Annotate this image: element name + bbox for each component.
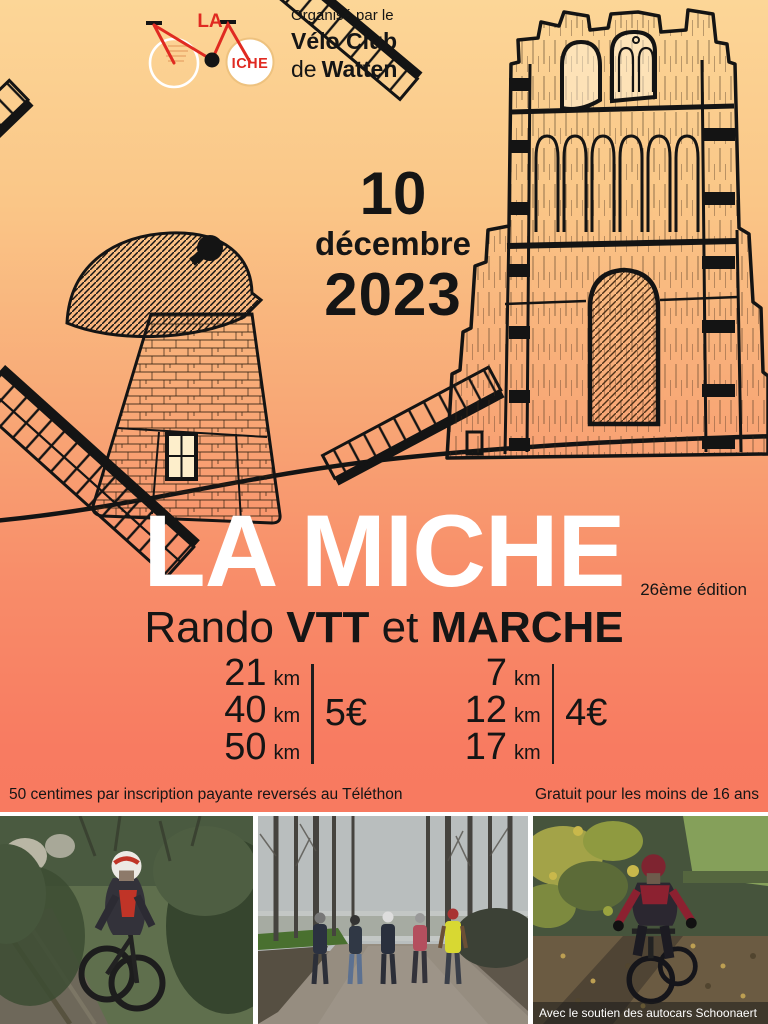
distance-unit: km [514, 742, 541, 764]
logo-word-iche: ICHE [231, 56, 269, 72]
logo-word-la: LA [197, 11, 223, 32]
pricing-vtt-group [213, 652, 367, 769]
velo-club-logo [142, 6, 292, 102]
sponsor-caption: Avec le soutien des autocars Schoonaert [533, 1002, 768, 1024]
organizer-de: de [291, 55, 317, 82]
marche-distances [453, 652, 541, 769]
distance-value: 50 [224, 726, 267, 768]
church-great-arch [590, 270, 658, 424]
pricing-marche-group [453, 652, 608, 769]
organizer-club-name: Vélo Club [291, 27, 398, 54]
event-subtitle [0, 604, 768, 652]
subtitle-et: et [381, 603, 419, 652]
distance-value: 12 [464, 689, 507, 731]
church-upper-window-left [562, 42, 600, 109]
free-under16-note: Gratuit pour les moins de 16 ans [534, 786, 759, 803]
subtitle-marche: MARCHE [430, 603, 624, 652]
notes-row [0, 786, 768, 804]
pricing-section [0, 652, 768, 769]
organizer-intro: Organisé par le [291, 7, 394, 24]
vtt-price: 5€ [324, 692, 367, 734]
windmill-cap [67, 233, 261, 337]
distance-row [453, 726, 541, 769]
windmill-blade-upper-right [0, 80, 34, 218]
church-tower-illustration [447, 10, 768, 458]
distance-unit: km [273, 668, 301, 690]
photo-vtt-rider-left [0, 816, 253, 1024]
subtitle-rando: Rando [144, 603, 275, 652]
price-divider [311, 664, 314, 764]
distance-unit: km [514, 668, 541, 690]
title-block [0, 494, 768, 608]
edition-label: 26ème édition [640, 580, 747, 599]
distance-unit: km [273, 705, 301, 727]
distance-unit: km [273, 742, 301, 764]
telethon-note: 50 centimes par inscription payante reversés au Téléthon [9, 786, 403, 803]
photo-vtt-rider-right [533, 816, 768, 1024]
photo-walkers-path [258, 816, 528, 1024]
distance-value: 40 [224, 689, 267, 731]
windmill-hub [197, 235, 223, 261]
distance-value: 7 [485, 652, 507, 694]
organizer-town-line [291, 57, 397, 81]
organizer-town: Watten [321, 55, 398, 82]
distance-unit: km [514, 705, 541, 727]
distance-value: 17 [464, 726, 507, 768]
organizer-block [291, 8, 397, 81]
subtitle-vtt: VTT [286, 603, 370, 652]
distance-value: 21 [224, 652, 267, 694]
photo-strip [0, 816, 768, 1024]
event-date-year: 2023 [324, 261, 462, 328]
distance-row [213, 726, 301, 769]
marche-price: 4€ [565, 692, 608, 734]
event-date-day: 10 [359, 160, 427, 227]
vtt-distances [213, 652, 301, 769]
event-date-month: décembre [315, 225, 471, 262]
event-date [295, 160, 491, 328]
event-title: LA MICHE [143, 494, 625, 608]
price-divider [552, 664, 555, 764]
